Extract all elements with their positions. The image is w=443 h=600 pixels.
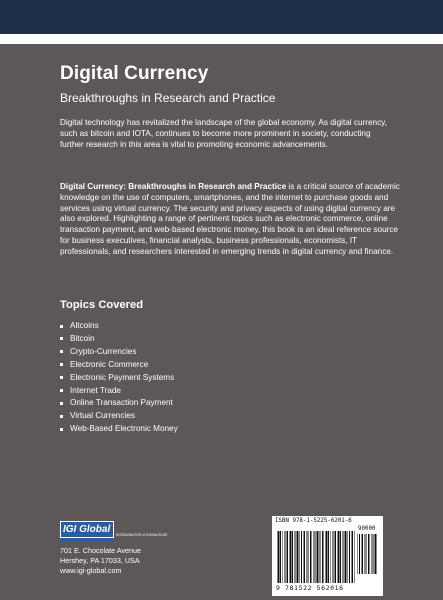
description-bold-lead: Digital Currency: Breakthroughs in Research and Practice (60, 182, 287, 191)
topic-label: Bitcoin (70, 333, 95, 343)
bullet-icon (60, 325, 63, 328)
top-white-stripe (0, 34, 443, 44)
bullet-icon (60, 402, 63, 405)
topics-heading: Topics Covered (60, 299, 144, 311)
publisher-logo (60, 521, 114, 538)
topic-item (60, 385, 178, 398)
bullet-icon (60, 415, 63, 418)
topic-item (60, 359, 178, 372)
topic-item (60, 372, 178, 385)
bullet-icon (60, 389, 63, 392)
topic-label: Electronic Commerce (70, 359, 149, 369)
topics-list (60, 320, 178, 436)
topic-label: Altcoins (70, 321, 99, 330)
price-code: 90000 (358, 526, 376, 532)
publisher-logo-text: IGI Global (63, 524, 111, 535)
back-cover-content (60, 62, 400, 434)
topic-item (60, 320, 178, 333)
topic-label: Web-Based Electronic Money (70, 424, 178, 434)
topic-label: Online Transaction Payment (70, 398, 173, 408)
bullet-icon (60, 350, 63, 353)
description-text: is a critical source of academic knowledge on the use of computers, smartphones, and the internet to purchase goods and services using virtual currency. The security and privacy aspects of using digital currency are also explored. Highlighting a range of pertinent topics such as electronic commerce, online transaction payment, and web-based electronic money, this book is an ideal reference source for business executives, financial analysts, business professionals, economists, IT professionals, and researchers interested in emerging trends in digital currency and finance. (60, 182, 400, 256)
barcode-digits: 9 781522 562016 (276, 584, 344, 592)
topic-label: Internet Trade (70, 385, 121, 395)
address-line-1: 701 E. Chocolate Avenue (60, 546, 141, 555)
intro-paragraph: Digital technology has revitalized the landscape of the global economy. As digital currency, such as bitcoin and IOTA, continues to become more prominent in society, conducting further research in this area is vital to promoting economic advancements. (60, 118, 387, 149)
topic-item (60, 397, 178, 410)
book-title: Digital Currency (60, 63, 209, 84)
description-paragraph (60, 182, 400, 258)
top-color-band (0, 0, 443, 34)
topic-item (60, 333, 178, 346)
bullet-icon (60, 337, 63, 340)
isbn-number: ISBN 978-1-5225-6201-6 (275, 518, 352, 524)
topic-label: Electronic Payment Systems (70, 372, 175, 382)
isbn-barcode (272, 516, 383, 596)
publisher-tagline: DISSEMINATOR of KNOWLEDGE (116, 533, 168, 537)
topic-item (60, 410, 178, 423)
bullet-icon (60, 428, 63, 431)
address-line-2: Hershey, PA 17033, USA (60, 556, 140, 565)
publisher-logo-bar (60, 538, 114, 542)
topic-item (60, 346, 178, 359)
publisher-website: www.igi-global.com (60, 566, 122, 575)
topic-label: Crypto-Currencies (70, 346, 137, 356)
bullet-icon (60, 363, 63, 366)
price-barcode-bars (357, 534, 379, 574)
topic-label: Virtual Currencies (70, 411, 135, 421)
bullet-icon (60, 376, 63, 379)
topic-item (60, 423, 178, 436)
book-subtitle: Breakthroughs in Research and Practice (60, 91, 276, 105)
publisher-address (60, 546, 141, 576)
